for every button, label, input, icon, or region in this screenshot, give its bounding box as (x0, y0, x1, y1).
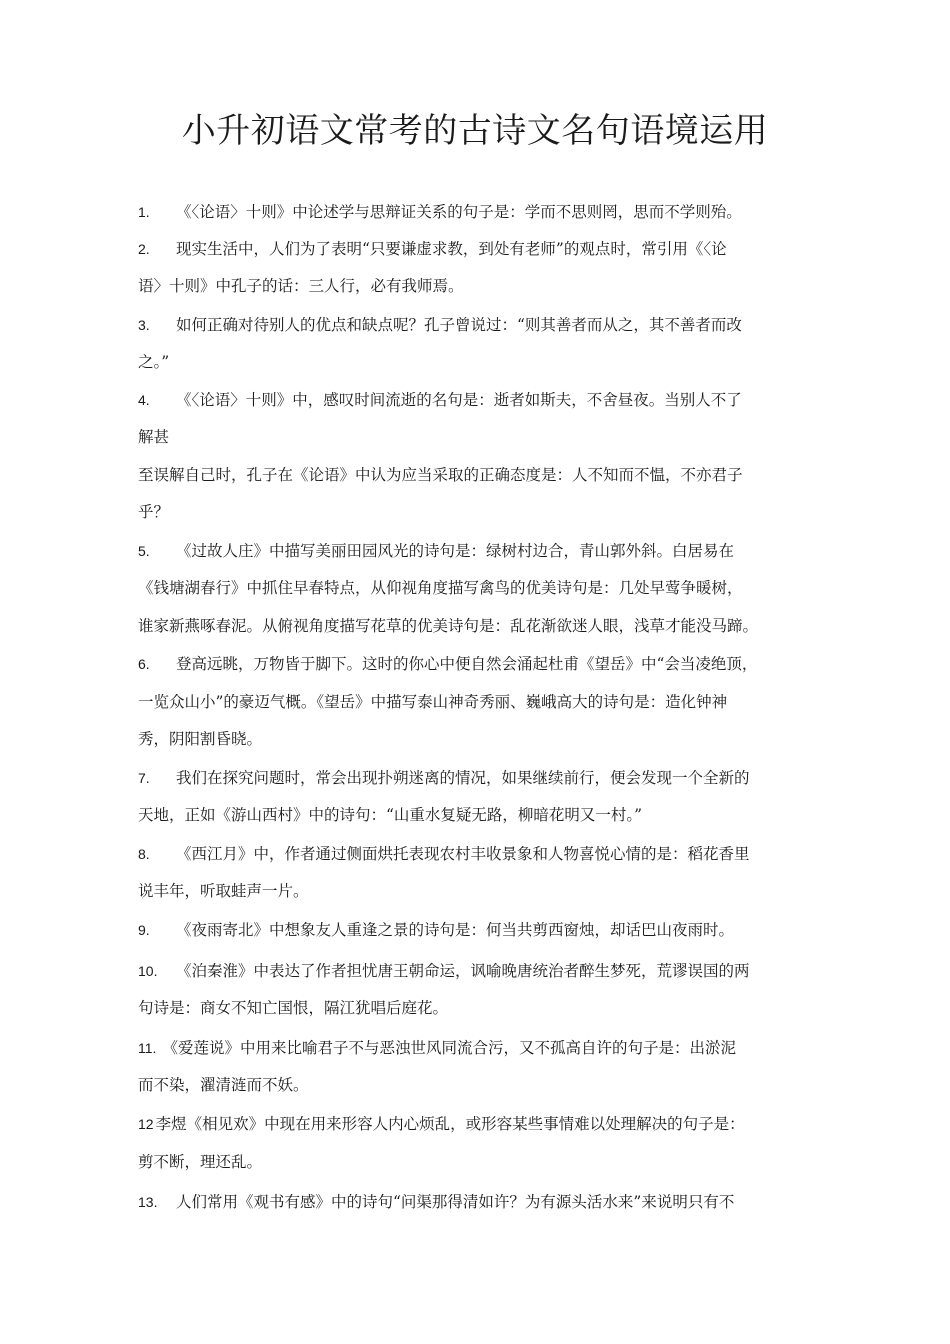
item-text-continuation: 句诗是：商女不知亡国恨，隔江犹唱后庭花。 (138, 999, 449, 1017)
item-number: 10. (138, 963, 158, 979)
list-item-8 (138, 844, 818, 864)
list-item-7 (138, 768, 818, 788)
item-number: 6. (138, 656, 150, 672)
item-number: 5. (138, 543, 150, 559)
item-number: 4. (138, 392, 150, 408)
list-item-13 (138, 1192, 818, 1212)
item-number: 3. (138, 317, 150, 333)
item-text: 《夜雨寄北》中想象友人重逢之景的诗句是：何当共剪西窗烛，却话巴山夜雨时。 (176, 921, 735, 939)
list-item-5 (138, 541, 818, 561)
item-number: 12 (138, 1116, 154, 1132)
list-item-6 (138, 654, 818, 674)
item-text: 我们在探究问题时，常会出现扑朔迷离的情况，如果继续前行，便会发现一个全新的 (176, 769, 750, 787)
list-item-2 (138, 239, 818, 259)
item-text: 现实生活中，人们为了表明“只要谦虚求教，到处有老师”的观点时，常引用《〈论 (176, 240, 727, 258)
item-text-continuation: 解甚 (138, 428, 170, 446)
item-number: 9. (138, 922, 150, 938)
list-item-12 (138, 1114, 818, 1134)
item-text-continuation: 说丰年，听取蛙声一片。 (138, 882, 309, 900)
item-text: 《过故人庄》中描写美丽田园风光的诗句是：绿树村边合，青山郭外斜。白居易在 (176, 542, 735, 560)
item-number: 13. (138, 1194, 158, 1210)
list-item-4 (138, 390, 818, 410)
item-text-continuation: 语〉十则》中孔子的话：三人行，必有我师焉。 (138, 277, 464, 295)
item-text-continuation: 谁家新燕啄春泥。从俯视角度描写花草的优美诗句是：乱花渐欲迷人眼，浅草才能没马蹄。 (138, 617, 759, 635)
item-text-continuation: 秀，阴阳割昏晓。 (138, 730, 263, 748)
item-text-continuation: 《钱塘湖春行》中抓住早春特点，从仰视角度描写禽鸟的优美诗句是：几处早莺争暖树， (138, 579, 743, 597)
item-text-continuation: 至误解自己时，孔子在《论语》中认为应当采取的正确态度是：人不知而不愠，不亦君子 (138, 466, 743, 484)
item-text-continuation: 而不染，濯清涟而不妖。 (138, 1076, 309, 1094)
item-text-continuation: 一览众山小”的豪迈气概。《望岳》中描写泰山神奇秀丽、巍峨高大的诗句是：造化钟神 (138, 693, 728, 711)
item-text: 《〈论语〉十则》中，感叹时间流逝的名句是：逝者如斯夫，不舍昼夜。当别人不了 (176, 391, 742, 409)
item-text: 人们常用《观书有感》中的诗句“问渠那得清如许？为有源头活水来”来说明只有不 (176, 1193, 735, 1211)
item-text-continuation: 剪不断，理还乱。 (138, 1153, 263, 1171)
item-text: 《西江月》中，作者通过侧面烘托表现农村丰收景象和人物喜悦心情的是：稻花香里 (176, 845, 750, 863)
item-text: 《爱莲说》中用来比喻君子不与恶浊世风同流合污，又不孤高自许的句子是：出淤泥 (162, 1039, 736, 1057)
item-text: 李煜《相见欢》中现在用来形容人内心烦乱，或形容某些事情难以处理解决的句子是： (155, 1115, 745, 1133)
list-item-9 (138, 920, 818, 940)
item-text: 登高远眺，万物皆于脚下。这时的你心中便自然会涌起杜甫《望岳》中“会当凌绝顶， (176, 655, 758, 673)
document-title: 小升初语文常考的古诗文名句语境运用 (181, 111, 769, 151)
item-number: 7. (138, 770, 150, 786)
item-text: 《〈论语〉十则》中论述学与思辩证关系的句子是：学而不思则罔，思而不学则殆。 (176, 203, 742, 221)
list-item-3 (138, 315, 818, 335)
item-text-continuation: 天地，正如《游山西村》中的诗句：“山重水复疑无路，柳暗花明又一村。” (138, 806, 643, 824)
item-number: 8. (138, 846, 150, 862)
list-item-11 (138, 1038, 818, 1058)
item-text: 如何正确对待别人的优点和缺点呢？孔子曾说过：“则其善者而从之，其不善者而改 (176, 316, 742, 334)
item-text-continuation: 乎？ (138, 503, 170, 521)
item-number: 2. (138, 241, 150, 257)
list-item-1 (138, 202, 818, 222)
item-number: 1. (138, 204, 150, 220)
item-number: 11. (138, 1040, 157, 1056)
list-item-10 (138, 961, 818, 981)
item-text: 《泊秦淮》中表达了作者担忧唐王朝命运，讽喻晚唐统治者醉生梦死，荒谬误国的两 (176, 962, 750, 980)
item-text-continuation: 之。” (138, 353, 170, 371)
